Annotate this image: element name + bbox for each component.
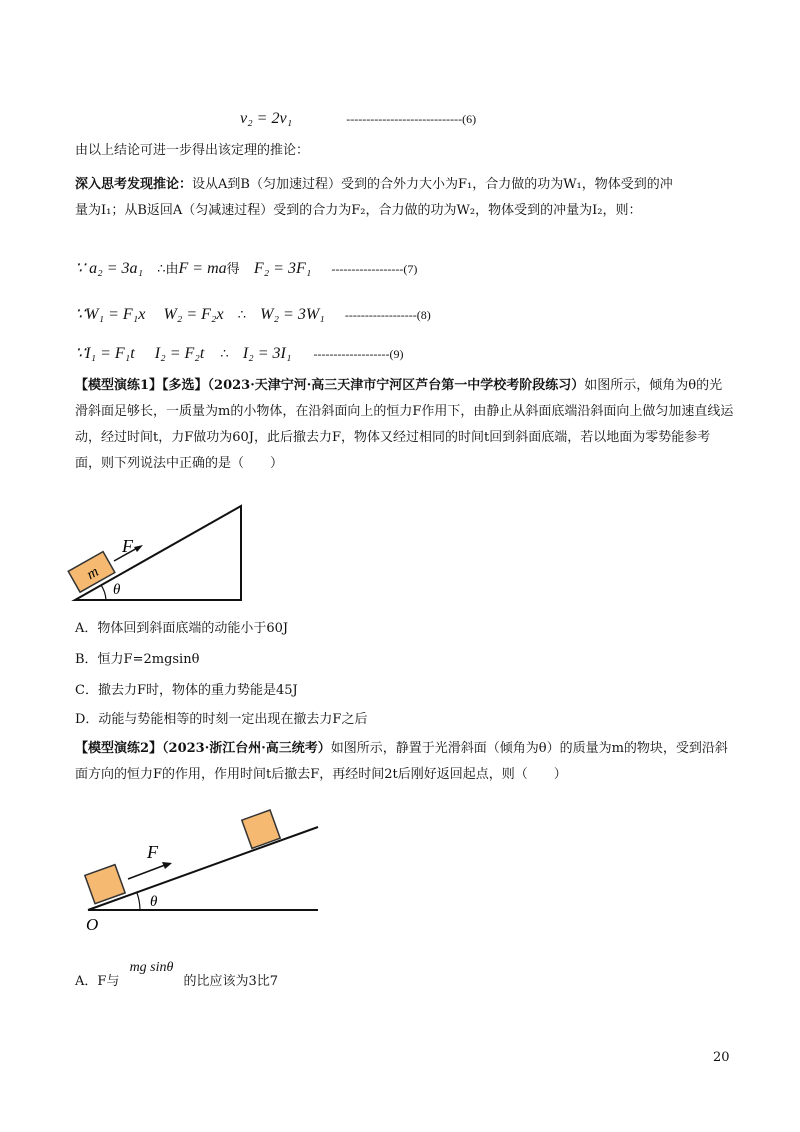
equation-6-formula: v₂ = 2v₁ [240,110,293,127]
eq9-therefore: ∴ [220,347,229,362]
problem-2-option-a [75,960,279,990]
eq8-tag: ------------------(8) [344,308,431,322]
angle-label-2: θ [150,894,158,910]
problem-1-body: 如图所示，倾角为θ的光滑斜面足够长，一质量为m的小物体，在沿斜面向上的恒力F作用下，由静止从斜面底端沿斜面向上做匀加速直线运动，经过时间t，力F做功为60J，此后撤去力F，物体又经过相同的时间t回到斜面底端，若以地面为零势能参考面，则下列说法中正确的是（ ） [75,378,734,471]
intro-line: 由以上结论可进一步得出该定理的推论： [75,143,310,158]
inference-text-1: 设从A到B（匀加速过程）受到的合外力大小为F₁，合力做的功为W₁，物体受到的冲 [192,177,673,192]
eq7-given: ∵ a₂ = 3a₁ [75,260,144,277]
page-number: 20 [713,1050,730,1065]
eq7-law: F = ma [178,260,227,277]
eq8-therefore: ∴ [237,308,246,323]
eq9-i2: I₂ = F₂t [154,345,205,362]
eq8-result: W₂ = 3W₁ [260,306,325,323]
angle-arc-2 [137,893,140,910]
force-arrowhead-2 [162,862,172,869]
angle-label-1: θ [113,582,121,598]
problem-1-option-d: D．动能与势能相等的时刻一定出现在撤去力F之后 [75,712,368,727]
eq7-result: F₂ = 3F₁ [253,260,312,277]
eq8-w1: ∵W₁ = F₁x [75,306,146,323]
eq7-get: 得 [226,262,240,277]
eq7-tag: ------------------(7) [331,262,418,276]
mass-label: m [84,563,102,584]
eq8-w2: W₂ = F₂x [163,306,224,323]
equation-6-tag: -----------------------------(6) [346,112,477,126]
problem-1-option-b: B．恒力F=2mgsinθ [75,652,200,667]
eq7-by: ∴由 [157,262,179,277]
option-a-fraction: mg sinθ [129,960,174,975]
problem-1-option-a: A．物体回到斜面底端的动能小于60J [75,621,289,636]
force-label-1: F [122,536,133,556]
force-arrow-2 [128,865,165,879]
origin-label: O [86,915,99,934]
eq9-result: I₂ = 3I₁ [242,345,292,362]
incline-line-2 [88,827,318,910]
eq9-tag: -------------------(9) [313,347,404,361]
problem-1-option-c: C．撤去力F时，物体的重力势能是45J [75,683,298,698]
option-a-suffix: 的比应该为3比7 [183,974,279,989]
inference-text-2: 量为I₁；从B返回A（匀减速过程）受到的合力为F₂，合力做的功为W₂，物体受到的冲量为I₂，则： [75,203,642,218]
problem-2-body: 如图所示，静置于光滑斜面（倾角为θ）的质量为m的物块，受到沿斜面方向的恒力F的作用，作用时间t后撤去F，再经时间2t后刚好返回起点，则（ ） [75,741,728,782]
problem-2-tag: 【模型演练2】（2023·浙江台州·高三统考） [75,741,331,756]
eq9-i1: ∵I₁ = F₁t [75,345,135,362]
inference-label: 深入思考发现推论： [75,177,193,192]
option-a-prefix: A．F与 [75,974,120,989]
problem-1-tag: 【模型演练1】【多选】（2023·天津宁河·高三天津市宁河区芦台第一中学校考阶段练习） [75,378,585,393]
force-label-2: F [147,842,158,862]
